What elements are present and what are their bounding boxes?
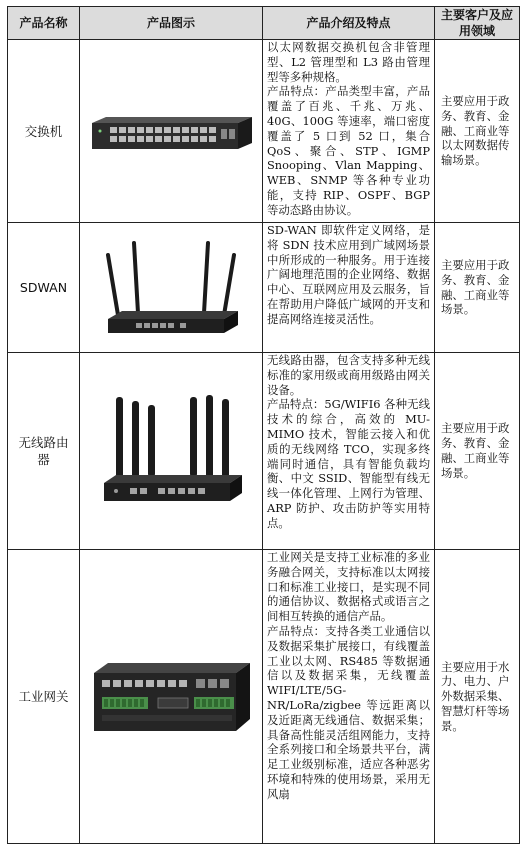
customer-cell: 主要应用于政务、教育、金融、工商业等场景。 bbox=[435, 353, 520, 550]
product-features-text: 产品特点：支持各类工业通信以及数据采集扩展接口，有线覆盖工业以太网、RS485 等数据通信以及数据采集，无线覆盖 WIFI/LTE/5G-NR/LoRa/zigbee 等远距离以及近距离无线通信、数据采集；具备高性能灵活组网能力，支持全系列接口和全场景共平台，满足工业级别标准，适应各种恶劣环境和特殊的使用场景，采用无风扇 bbox=[267, 623, 430, 801]
header-product-name: 产品名称 bbox=[8, 7, 80, 40]
product-intro-cell bbox=[263, 40, 435, 223]
product-image-cell bbox=[80, 550, 263, 844]
product-intro-text: 无线路由器，包含支持多种无线标准的家用级或商用级路由网关设备。 bbox=[267, 353, 430, 397]
product-table bbox=[7, 6, 520, 844]
table-row bbox=[8, 550, 520, 844]
product-image-cell bbox=[80, 223, 263, 353]
product-intro-text: 工业网关是支持工业标准的多业务融合网关，支持标准以太网接口和标准工业接口，是实现不同的通信协议、数据格式或语言之间相互转换的通信产品。 bbox=[267, 550, 430, 624]
product-name-cell: 无线路由器 bbox=[8, 353, 80, 550]
product-features-text: 产品特点：5G/WIFI6 各种无线技术的综合，高效的 MU-MIMO 技术，智能云接入和优质的无线网络 TCO，实现多终端同时通信，具有智能负载均衡、中文 SSID、智能型有线无线一体化管理、上网行为管理、ARP 防护、攻击防护等实用特点。 bbox=[267, 397, 430, 530]
table-header-row bbox=[8, 7, 520, 40]
network-switch-image bbox=[88, 109, 254, 153]
table-row bbox=[8, 223, 520, 353]
product-intro-text: 以太网数据交换机包含非管理型、L2 管理型和 L3 路由管理型等多种规格。 bbox=[267, 40, 430, 84]
product-intro-text: SD-WAN 即软件定义网络，是将 SDN 技术应用到广域网场景中所形成的一种服务。用于连接广阔地理范围的企业网络、数据中心、互联网应用及云服务，旨在帮助用户降低广域网的开支和提高网络连接灵活性。 bbox=[267, 223, 430, 326]
product-name-cell: SDWAN bbox=[8, 223, 80, 353]
header-product-intro: 产品介绍及特点 bbox=[263, 7, 435, 40]
product-name-cell: 工业网关 bbox=[8, 550, 80, 844]
table-row bbox=[8, 40, 520, 223]
product-intro-cell bbox=[263, 223, 435, 353]
customer-cell: 主要应用于政务、教育、金融、工商业等场景。 bbox=[435, 223, 520, 353]
product-features-text: 产品特点：产品类型丰富，产品覆盖了百兆、千兆、万兆、40G、100G 等速率，端口密度覆盖了 5 口到 52 口，集合 QoS、聚合、STP、IGMP Snooping、Vlan Mapping、WEB、SNMP 等各种专业功能，支持 RIP、OSPF、BGP 等动态路由协议。 bbox=[267, 84, 430, 217]
header-customer-label: 主要客户及应用领域 bbox=[441, 8, 514, 38]
header-product-image: 产品图示 bbox=[80, 7, 263, 40]
header-customer bbox=[435, 7, 520, 40]
product-image-cell bbox=[80, 40, 263, 223]
table-row bbox=[8, 353, 520, 550]
customer-cell: 主要应用于水力、电力、户外数据采集、智慧灯杆等场景。 bbox=[435, 550, 520, 844]
product-image-cell bbox=[80, 353, 263, 550]
industrial-gateway-image bbox=[88, 653, 254, 741]
wireless-router-image bbox=[96, 391, 246, 511]
product-intro-cell bbox=[263, 550, 435, 844]
product-intro-cell bbox=[263, 353, 435, 550]
product-name-cell: 交换机 bbox=[8, 40, 80, 223]
customer-cell: 主要应用于政务、教育、金融、工商业等以太网数据传输场景。 bbox=[435, 40, 520, 223]
sdwan-router-image bbox=[96, 233, 246, 343]
